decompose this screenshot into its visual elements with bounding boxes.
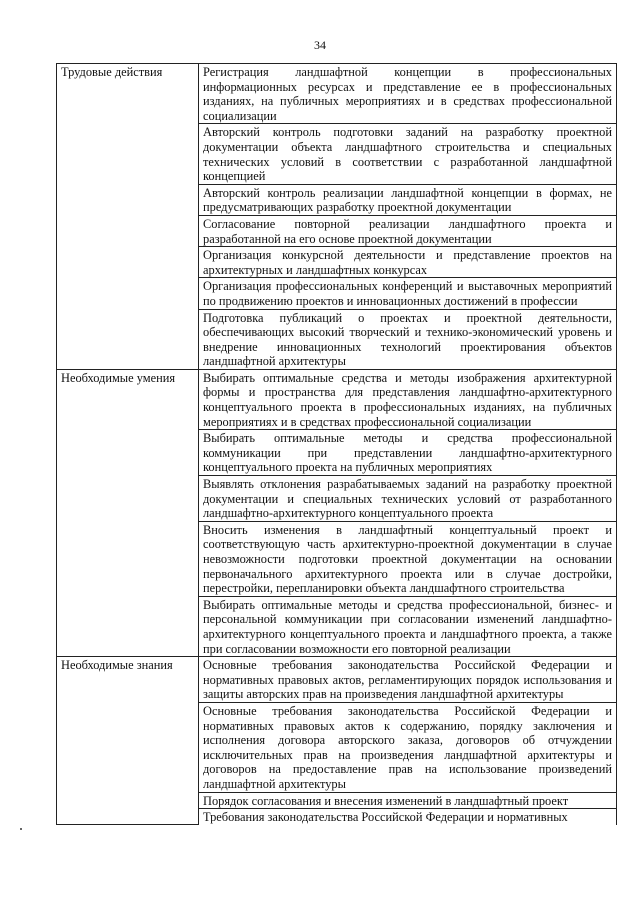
skill-item: Выбирать оптимальные методы и средства профессиональной, бизнес- и персональной коммуникации при согласовании изменений ландшафтно-архитектурного концептуального проекта и ландшафтного проекта, а также при согласовании возможности его повторной реализации [199,596,617,656]
skill-item: Вносить изменения в ландшафтный концептуальный проект и соответствующую часть архитектурно-проектной документации в случае невозможности подготовки проектной документации на основании первоначального архитектурного проекта или в случае достройки, перестройки, перепланировки объекта ландшафтного строительства [199,521,617,596]
knowledge-item: Основные требования законодательства Российской Федерации и нормативных правовых актов, регламентирующих порядок использования и защиты авторских прав на произведения ландшафтной архитектуры [199,657,617,703]
labor-action-item: Организация профессиональных конференций и выставочных мероприятий по продвижению проектов и инновационных достижений в профессии [199,278,617,309]
category-required-skills: Необходимые умения [57,369,199,656]
labor-action-item: Авторский контроль реализации ландшафтной концепции в формах, не предусматривающих разработку проектной документации [199,184,617,215]
competency-table [56,63,617,825]
knowledge-item: Основные требования законодательства Российской Федерации и нормативных правовых актов к содержанию, порядку заключения и исполнения договора авторского заказа, договоров об отчуждении исключительных прав на произведения ландшафтной архитектуры и договоров на предоставление прав на использование произведений ландшафтной архитектуры [199,702,617,792]
knowledge-item: Порядок согласования и внесения изменений в ландшафтный проект [199,792,617,809]
labor-action-item: Организация конкурсной деятельности и представление проектов на архитектурных и ландшафтных конкурсах [199,247,617,278]
skill-item: Выбирать оптимальные средства и методы изображения архитектурной формы и пространства для представления ландшафтно-архитектурного концептуального проекта в профессиональных изданиях, на публичных мероприятиях и в средствах профессиональной социализации [199,369,617,429]
category-required-knowledge: Необходимые знания [57,657,199,825]
knowledge-item: Требования законодательства Российской Федерации и нормативных [199,809,617,825]
labor-action-item: Подготовка публикаций о проектах и проектной деятельности, обеспечивающих высокий творческий и технико-экономический уровень и внедрение инновационных технологий проектирования объектов ландшафтной архитектуры [199,309,617,369]
labor-action-item: Согласование повторной реализации ландшафтного проекта и разработанной на его основе проектной документации [199,215,617,246]
scan-speck [20,828,22,830]
skill-item: Выбирать оптимальные методы и средства профессиональной коммуникации при представлении ландшафтно-архитектурного концептуального проекта на публичных мероприятиях [199,430,617,476]
category-labor-actions: Трудовые действия [57,64,199,370]
table-row [57,369,617,429]
labor-action-item: Регистрация ландшафтной концепции в профессиональных информационных ресурсах и представление ее в профессиональных изданиях, на публичных мероприятиях и в средствах профессиональной социализации [199,64,617,124]
labor-action-item: Авторский контроль подготовки заданий на разработку проектной документации объекта ландшафтного строительства и специальных технических условий в соответствии с разработанной ландшафтной концепцией [199,124,617,184]
skill-item: Выявлять отклонения разрабатываемых заданий на разработку проектной документации и специальных технических условий от разработанного ландшафтно-архитектурного концептуального проекта [199,476,617,522]
table-row [57,657,617,703]
table-row [57,64,617,124]
page-number: 34 [314,38,326,52]
